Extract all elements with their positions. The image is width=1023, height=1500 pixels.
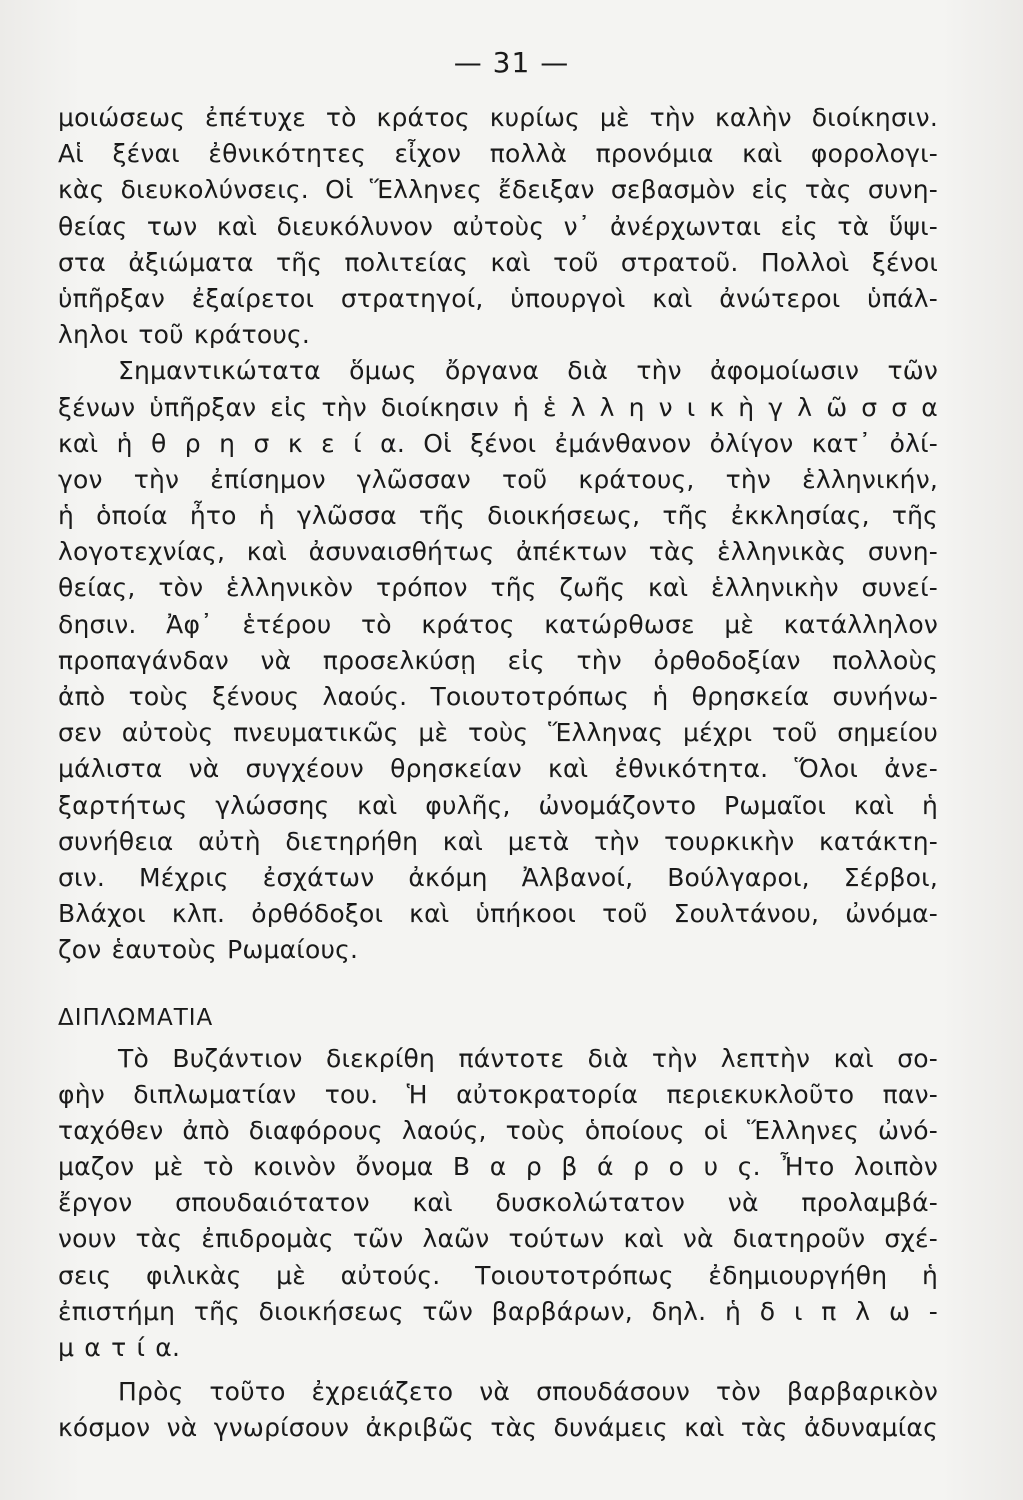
text-line: μαζον μὲ τὸ κοινὸν ὄνομα Β α ρ β ά ρ ο υ ς. Ἦτο λοιπὸν <box>58 1152 938 1182</box>
page-number: — 31 — <box>453 46 570 79</box>
text-line: φὴν διπλωματίαν του. Ἡ αὐτοκρατορία περιεκυκλοῦτο παν- <box>58 1079 938 1109</box>
paragraph-4 <box>58 1374 938 1446</box>
text-line: θείας των καὶ διευκόλυνον αὐτοὺς ν᾽ ἀνέρχωνται εἰς τὰ ὕψι- <box>58 211 938 241</box>
text-line: ξένων ὑπῆρξαν εἰς τὴν διοίκησιν ἡ ἑ λ λ η ν ι κ ὴ γ λ ῶ σ σ α <box>58 392 938 422</box>
text-line: ἐπιστήμη τῆς διοικήσεως τῶν βαρβάρων, δηλ. ἡ δ ι π λ ω - <box>58 1296 938 1326</box>
text-line: ξαρτήτως γλώσσης καὶ φυλῆς, ὠνομάζοντο Ρωμαῖοι καὶ ἡ <box>58 790 938 820</box>
text-line: κόσμον νὰ γνωρίσουν ἀκριβῶς τὰς δυνάμεις καὶ τὰς ἀδυναμίας <box>58 1413 938 1443</box>
paragraph-2 <box>58 353 938 968</box>
text-line: καὶ ἡ θ ρ η σ κ ε ί α. Οἱ ξένοι ἐμάνθανον ὀλίγον κατ᾽ ὀλί- <box>58 428 938 458</box>
text-line: ζον ἑαυτοὺς Ρωμαίους. <box>58 935 359 965</box>
text-line: σεν αὐτοὺς πνευματικῶς μὲ τοὺς Ἕλληνας μέχρι τοῦ σημείου <box>58 718 938 748</box>
text-line: ταχόθεν ἀπὸ διαφόρους λαούς, τοὺς ὁποίους οἱ Ἕλληνες ὠνό- <box>58 1115 938 1145</box>
text-line: ληλοι τοῦ κράτους. <box>58 320 311 350</box>
text-line: σιν. Μέχρις ἐσχάτων ἀκόμη Ἀλβανοί, Βούλγαροι, Σέρβοι, <box>58 862 938 892</box>
text-line: σεις φιλικὰς μὲ αὐτούς. Τοιουτοτρόπως ἐδημιουργήθη ἡ <box>58 1260 938 1290</box>
section-heading: ΔΙΠΛΩΜΑΤΙΑ <box>58 1004 214 1031</box>
body-text <box>58 100 938 1447</box>
text-line: νουν τὰς ἐπιδρομὰς τῶν λαῶν τούτων καὶ νὰ διατηροῦν σχέ- <box>58 1224 938 1254</box>
text-line: γον τὴν ἐπίσημον γλῶσσαν τοῦ κράτους, τὴν ἑλληνικήν, <box>58 464 938 494</box>
text-line: μ α τ ί α. <box>58 1333 181 1362</box>
text-line: Βλάχοι κλπ. ὀρθόδοξοι καὶ ὑπήκοοι τοῦ Σουλτάνου, ὠνόμα- <box>58 899 938 929</box>
text-line: ἔργον σπουδαιότατον καὶ δυσκολώτατον νὰ προλαμβά- <box>58 1188 938 1218</box>
text-line: θείας, τὸν ἑλληνικὸν τρόπον τῆς ζωῆς καὶ ἑλληνικὴν συνεί- <box>58 573 938 603</box>
text-line: Πρὸς τοῦτο ἐχρειάζετο νὰ σπουδάσουν τὸν βαρβαρικὸν <box>118 1377 938 1407</box>
text-line: ἀπὸ τοὺς ξένους λαούς. Τοιουτοτρόπως ἡ θρησκεία συνήνω- <box>58 682 938 711</box>
paragraph-1 <box>58 100 938 353</box>
text-line: Τὸ Βυζάντιον διεκρίθη πάντοτε διὰ τὴν λεπτὴν καὶ σο- <box>118 1043 938 1073</box>
text-line: ὑπῆρξαν ἐξαίρετοι στρατηγοί, ὑπουργοὶ καὶ ἀνώτεροι ὑπάλ- <box>58 283 938 313</box>
text-line: προπαγάνδαν νὰ προσελκύσῃ εἰς τὴν ὀρθοδοξίαν πολλοὺς <box>58 645 938 675</box>
text-line: συνήθεια αὐτὴ διετηρήθη καὶ μετὰ τὴν τουρκικὴν κατάκτη- <box>58 826 938 856</box>
text-line: Αἱ ξέναι ἐθνικότητες εἶχον πολλὰ προνόμια καὶ φορολογι- <box>58 139 938 169</box>
text-line: δησιν. Ἀφ᾽ ἑτέρου τὸ κράτος κατώρθωσε μὲ κατάλληλον <box>58 609 938 639</box>
text-line: μάλιστα νὰ συγχέουν θρησκείαν καὶ ἐθνικότητα. Ὅλοι ἀνε- <box>58 754 938 784</box>
text-line: στα ἀξιώματα τῆς πολιτείας καὶ τοῦ στρατοῦ. Πολλοὶ ξένοι <box>58 247 938 277</box>
text-line: λογοτεχνίας, καὶ ἀσυναισθήτως ἀπέκτων τὰς ἑλληνικὰς συνη- <box>58 537 938 567</box>
text-line: ἡ ὁποία ἦτο ἡ γλῶσσα τῆς διοικήσεως, τῆς ἐκκλησίας, τῆς <box>58 501 938 531</box>
text-line: κὰς διευκολύνσεις. Οἱ Ἕλληνες ἔδειξαν σεβασμὸν εἰς τὰς συνη- <box>58 175 938 205</box>
text-line: Σημαντικώτατα ὅμως ὄργανα διὰ τὴν ἀφομοίωσιν τῶν <box>118 356 938 386</box>
text-line: μοιώσεως ἐπέτυχε τὸ κράτος κυρίως μὲ τὴν καλὴν διοίκησιν. <box>58 103 938 132</box>
paragraph-3 <box>58 1041 938 1367</box>
